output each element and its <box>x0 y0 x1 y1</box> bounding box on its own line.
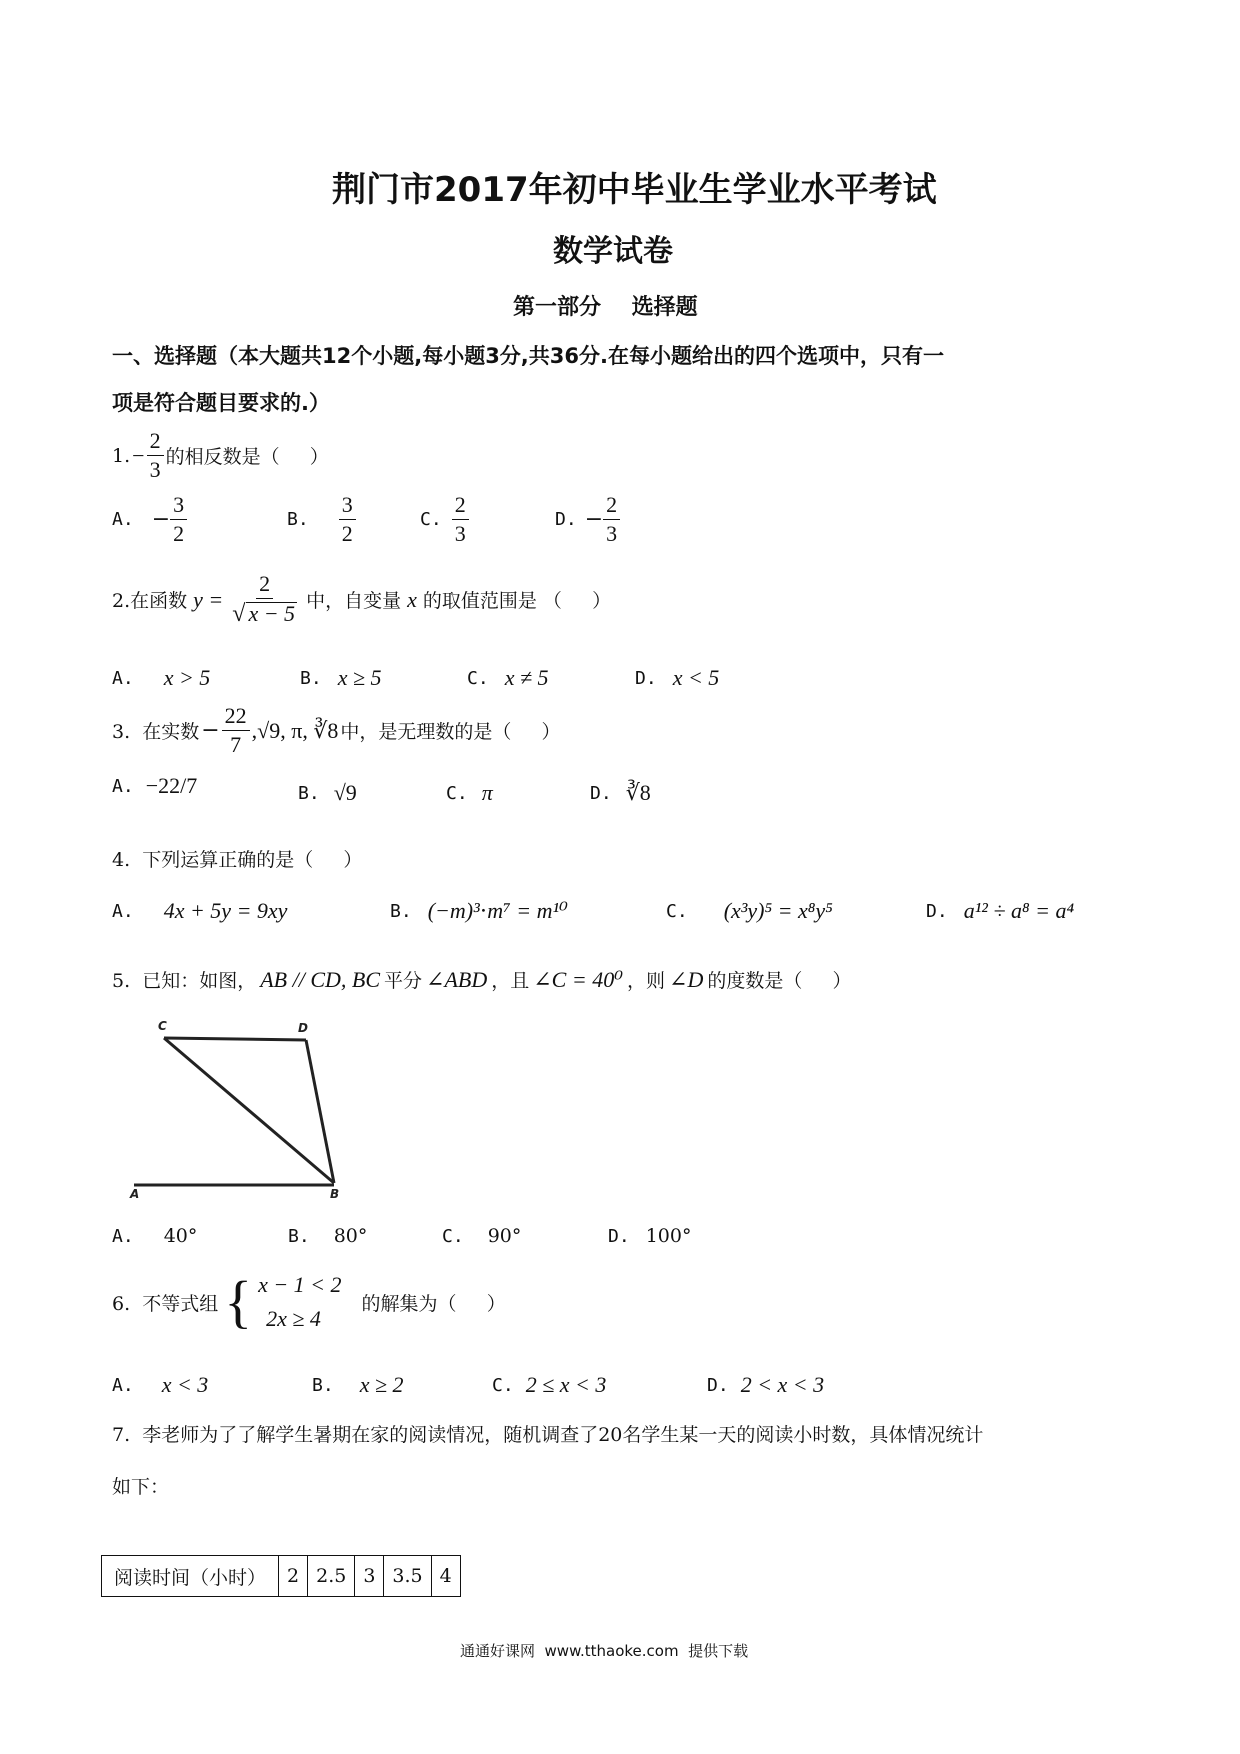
point-a-label: A <box>130 1187 140 1200</box>
q5-option-d <box>608 1225 691 1247</box>
q1-option-c <box>420 494 469 545</box>
question-2-numerator: 2 <box>256 573 273 599</box>
question-6-inequality-2: 2x ≥ 4 <box>266 1306 321 1331</box>
q1-option-a-den: 2 <box>173 521 185 546</box>
q2-option-b <box>300 665 382 691</box>
question-1-numerator: 2 <box>147 430 164 456</box>
q3-option-c-expr: π <box>481 780 493 805</box>
question-3 <box>112 705 561 756</box>
q1-option-a-num: 3 <box>170 494 187 520</box>
question-1-sign: − <box>132 442 145 468</box>
q1-option-b-label: B. <box>287 509 309 530</box>
q1-option-a-label: A. <box>112 509 134 530</box>
question-6-suffix: 的解集为（ ） <box>361 1292 506 1315</box>
question-3-list: ,√9, π, ∛8 <box>251 717 339 743</box>
q6-option-a-expr: x < 3 <box>161 1372 209 1397</box>
q1-option-a <box>112 494 187 545</box>
question-6-prefix: 6. 不等式组 <box>112 1292 219 1315</box>
q4-option-a-expr: 4x + 5y = 9xy <box>163 898 288 923</box>
q5-option-b-expr: 80° <box>333 1225 368 1247</box>
q1-option-a-fraction <box>170 494 187 545</box>
q3-option-b <box>298 780 357 806</box>
q1-option-c-label: C. <box>420 509 442 530</box>
question-1-number: 1. <box>112 444 131 467</box>
table-cell: 4 <box>431 1556 460 1597</box>
q4-option-b-expr: (−m)³⋅m⁷ = m¹⁰ <box>427 898 568 923</box>
question-3-sign: − <box>201 718 220 743</box>
q3-option-b-label: B. <box>298 782 320 804</box>
question-2-radicand: x − 5 <box>248 601 296 626</box>
question-1-fraction <box>147 430 164 481</box>
q5-option-a-label: A. <box>112 1225 134 1247</box>
q3-option-d-label: D. <box>590 782 612 804</box>
q5-option-d-label: D. <box>608 1225 630 1247</box>
q1-option-a-sign: − <box>151 507 171 532</box>
table-cell: 3.5 <box>384 1556 431 1597</box>
point-c-label: C <box>158 1019 167 1033</box>
q3-option-d <box>590 780 651 806</box>
question-5-mid3: ，则 <box>627 970 666 992</box>
question-5-math4: ∠D <box>669 966 704 992</box>
q6-option-b-label: B. <box>312 1374 334 1396</box>
question-7-line2: 如下： <box>112 1476 170 1498</box>
q1-option-c-fraction <box>452 494 469 545</box>
question-1-denominator: 3 <box>149 457 161 482</box>
q5-option-b <box>288 1225 367 1247</box>
q1-option-b-den: 2 <box>341 521 353 546</box>
question-3-suffix: 中，是无理数的是（ ） <box>340 721 561 743</box>
table-cell: 2.5 <box>308 1556 355 1597</box>
q6-option-a-label: A. <box>112 1374 134 1396</box>
q2-option-b-label: B. <box>300 667 322 689</box>
q4-option-d <box>926 898 1074 924</box>
q5-option-b-label: B. <box>288 1225 310 1247</box>
q6-option-d <box>707 1372 824 1398</box>
q6-option-b-expr: x ≥ 2 <box>359 1372 404 1397</box>
q1-option-d-sign: − <box>584 507 604 532</box>
question-4: 4. 下列运算正确的是（ ） <box>112 849 363 871</box>
question-2-suffix2: 的取值范围是 （ ） <box>422 590 612 612</box>
question-5 <box>112 966 852 993</box>
table-row <box>102 1556 461 1597</box>
q5-option-d-expr: 100° <box>645 1225 692 1247</box>
q4-option-c-expr: (x³y)⁵ = x⁸y⁵ <box>723 898 833 923</box>
q1-option-b-num: 3 <box>339 494 356 520</box>
q3-option-c-label: C. <box>446 782 468 804</box>
q6-option-a <box>112 1372 208 1398</box>
q5-option-a <box>112 1225 197 1247</box>
question-2-lhs: y = <box>193 586 224 612</box>
point-b-label: B <box>330 1187 340 1200</box>
q2-option-d <box>635 665 719 691</box>
point-d-label: D <box>298 1021 308 1035</box>
q1-option-d-num: 2 <box>603 494 620 520</box>
question-7-line1: 7. 李老师为了了解学生暑期在家的阅读情况，随机调查了20名学生某一天的阅读小时数，具体情况统计 <box>112 1424 984 1446</box>
q6-option-c <box>492 1372 606 1398</box>
q6-option-c-expr: 2 ≤ x < 3 <box>525 1372 607 1397</box>
question-3-fraction <box>222 705 250 756</box>
question-2-prefix: 2.在函数 <box>112 590 188 612</box>
question-2 <box>112 573 611 626</box>
q2-option-c-label: C. <box>467 667 489 689</box>
q4-option-d-expr: a¹² ÷ a⁸ = a⁴ <box>963 898 1075 923</box>
q6-option-d-expr: 2 < x < 3 <box>740 1372 825 1397</box>
left-brace-icon: { <box>224 1269 253 1334</box>
q4-option-a-label: A. <box>112 900 134 922</box>
q1-option-d-den: 3 <box>606 521 618 546</box>
q2-option-c-expr: x ≠ 5 <box>504 665 549 690</box>
q6-option-c-label: C. <box>492 1374 514 1396</box>
question-5-math2: ∠ABD <box>426 966 488 992</box>
table-header-cell: 阅读时间（小时） <box>102 1556 279 1597</box>
question-2-suffix1: 中，自变量 <box>306 590 402 612</box>
question-5-suffix: 的度数是（ ） <box>707 970 852 992</box>
question-6-inequality-1: x − 1 < 2 <box>258 1272 342 1297</box>
q3-option-a-expr: −22/7 <box>145 773 198 798</box>
q1-option-b-fraction <box>339 494 356 545</box>
q2-option-d-expr: x < 5 <box>672 665 720 690</box>
table-cell: 2 <box>279 1556 308 1597</box>
question-2-denominator <box>229 599 300 626</box>
table-cell: 3 <box>355 1556 384 1597</box>
section-instructions-line2: 项是符合题目要求的.） <box>112 391 330 415</box>
exam-title: 荆门市2017年初中毕业生学业水平考试 <box>332 170 937 210</box>
q3-option-a <box>112 773 197 799</box>
segment-cd <box>164 1038 306 1040</box>
section-instructions-line1: 一、选择题（本大题共12个小题,每小题3分,共36分.在每小题给出的四个选项中，只有一 <box>112 344 944 368</box>
question-5-prefix: 5. 已知：如图， <box>112 970 257 992</box>
question-1-text: 的相反数是（ ） <box>165 446 329 468</box>
q6-option-b <box>312 1372 404 1398</box>
q5-option-a-expr: 40° <box>163 1225 198 1247</box>
q3-option-b-expr: √9 <box>333 780 357 805</box>
part-heading: 第一部分 选择题 <box>513 295 698 320</box>
question-5-math3: ∠C = 40⁰ <box>533 966 624 992</box>
reading-time-table <box>101 1555 461 1597</box>
q4-option-c-label: C. <box>666 900 688 922</box>
question-3-numerator: 22 <box>222 705 250 731</box>
question-5-math1: AB // CD, BC <box>260 966 380 992</box>
q1-option-c-den: 3 <box>454 521 466 546</box>
question-3-prefix: 3. 在实数 <box>112 721 200 743</box>
q3-option-a-label: A. <box>112 775 134 797</box>
q5-option-c-label: C. <box>442 1225 464 1247</box>
q5-option-c <box>442 1225 521 1247</box>
question-5-mid1: 平分 <box>384 970 423 992</box>
q3-option-c <box>446 780 493 806</box>
q2-option-b-expr: x ≥ 5 <box>337 665 382 690</box>
exam-subtitle: 数学试卷 <box>553 234 673 269</box>
question-5-mid2: ，且 <box>491 970 530 992</box>
question-3-denominator: 7 <box>230 732 242 757</box>
q3-option-d-expr: ∛8 <box>625 780 651 805</box>
q4-option-c <box>666 898 833 924</box>
q2-option-d-label: D. <box>635 667 657 689</box>
q2-option-c <box>467 665 549 691</box>
q2-option-a-label: A. <box>112 667 134 689</box>
q5-geometry-figure <box>122 1010 362 1200</box>
question-2-fraction <box>229 573 300 626</box>
q4-option-b <box>390 898 568 924</box>
q4-option-d-label: D. <box>926 900 948 922</box>
question-6 <box>112 1269 506 1334</box>
page-footer: 通通好课网 www.tthaoke.com 提供下载 <box>460 1642 749 1660</box>
q2-option-a-expr: x > 5 <box>163 665 211 690</box>
question-2-var: x <box>407 586 417 612</box>
question-1 <box>112 430 329 481</box>
q1-option-d-label: D. <box>555 509 577 530</box>
q1-option-b <box>287 494 356 545</box>
q4-option-b-label: B. <box>390 900 412 922</box>
q6-option-d-label: D. <box>707 1374 729 1396</box>
q1-option-d <box>555 494 620 545</box>
sqrt-sign-icon: √ <box>232 601 246 627</box>
q2-option-a <box>112 665 210 691</box>
q1-option-c-num: 2 <box>452 494 469 520</box>
q1-option-d-fraction <box>603 494 620 545</box>
q4-option-a <box>112 898 287 924</box>
q5-option-c-expr: 90° <box>487 1225 522 1247</box>
